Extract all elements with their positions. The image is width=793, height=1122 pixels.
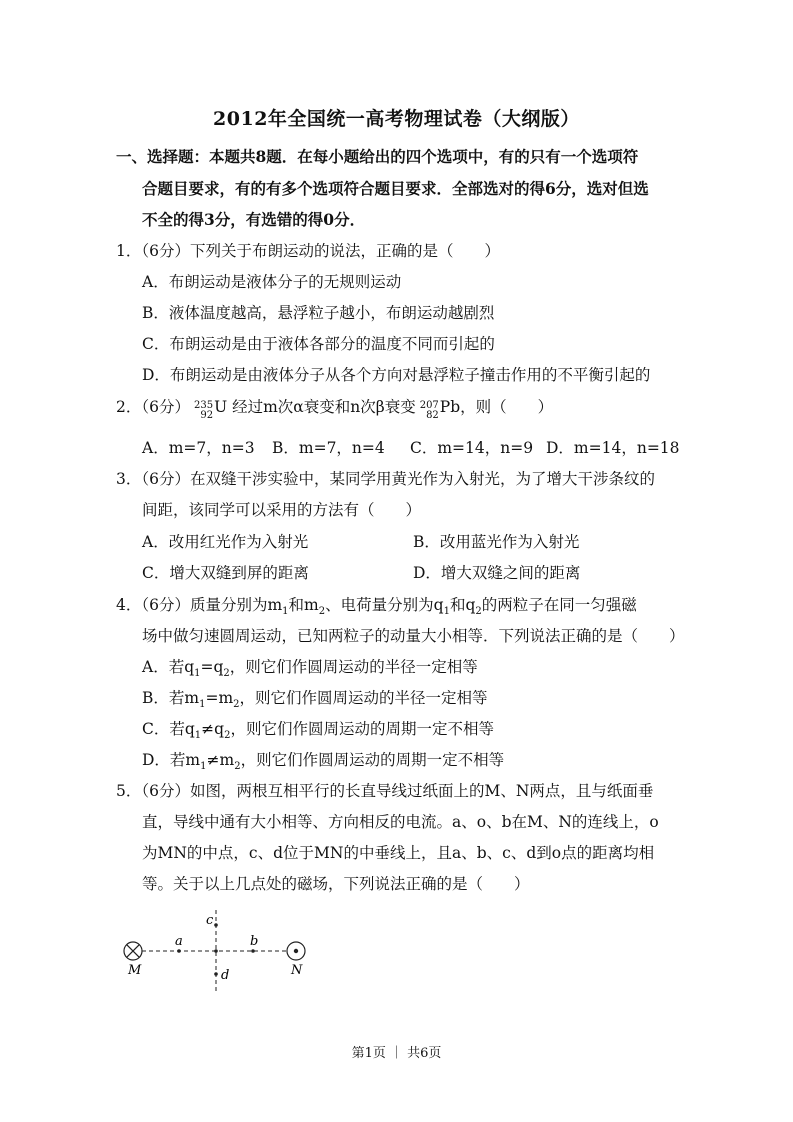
section-instructions-line1: 一、选择题：本题共8题．在每小题给出的四个选项中，有的只有一个选项符 bbox=[116, 147, 639, 166]
q4-a-text: A．若q bbox=[142, 658, 195, 676]
q2-option-c: C．m=14，n=9 bbox=[410, 439, 534, 457]
point-a-dot bbox=[177, 949, 181, 953]
q4-subscript: 1 bbox=[194, 730, 202, 742]
q1-option-b: B．液体温度越高，悬浮粒子越小，布朗运动越剧烈 bbox=[142, 304, 495, 322]
q4-text-part: 4．（6分）质量分别为m bbox=[116, 596, 283, 614]
q1-stem: 1．（6分）下列关于布朗运动的说法，正确的是（ ） bbox=[116, 242, 500, 260]
q4-b-text: ，则它们作圆周运动的半径一定相等 bbox=[239, 689, 488, 707]
wire-into-page-icon bbox=[124, 942, 142, 960]
q1-option-a: A．布朗运动是液体分子的无规则运动 bbox=[142, 273, 402, 291]
label-c: c bbox=[206, 913, 214, 928]
q4-c-text: ≠q bbox=[201, 720, 225, 738]
u-symbol: U bbox=[214, 398, 228, 416]
page-footer: 第1页 ｜ 共6页 bbox=[351, 1046, 442, 1061]
page-title: 2012年全国统一高考物理试卷（大纲版） bbox=[213, 108, 580, 130]
label-b: b bbox=[250, 934, 259, 949]
q4-a-text: ，则它们作圆周运动的半径一定相等 bbox=[229, 658, 478, 676]
q4-b-text: B．若m bbox=[142, 689, 200, 707]
q4-d-text: ，则它们作圆周运动的周期一定不相等 bbox=[240, 751, 505, 769]
pb-mass-number: 207 bbox=[419, 400, 439, 411]
point-b-dot bbox=[251, 949, 255, 953]
q4-c-text: ，则它们作圆周运动的周期一定不相等 bbox=[230, 720, 494, 738]
q3-option-d: D．增大双缝之间的距离 bbox=[413, 564, 581, 582]
q4-stem-line2: 场中做匀速圆周运动，已知两粒子的动量大小相等．下列说法正确的是（ ） bbox=[142, 627, 685, 645]
label-m: M bbox=[128, 963, 142, 978]
q4-option-a bbox=[142, 655, 478, 679]
q4-option-d bbox=[142, 748, 504, 772]
u-atomic-number: 92 bbox=[200, 410, 214, 421]
q2-option-b: B．m=7，n=4 bbox=[272, 439, 385, 457]
q4-option-b bbox=[142, 686, 488, 710]
q5-stem-line4: 等。关于以上几点处的磁场，下列说法正确的是（ ） bbox=[142, 875, 530, 893]
point-c-dot bbox=[214, 923, 218, 927]
q3-stem-line2: 间距，该同学可以采用的方法有（ ） bbox=[142, 501, 422, 519]
point-o-dot bbox=[214, 949, 218, 953]
q2-stem bbox=[116, 395, 553, 421]
q4-subscript: 2 bbox=[223, 668, 230, 680]
q2-suffix: ，则（ ） bbox=[460, 398, 554, 416]
q4-text-part: 、电荷量分别为q bbox=[325, 596, 444, 614]
q4-subscript: 1 bbox=[282, 606, 289, 618]
q4-text-part: 和q bbox=[449, 596, 476, 614]
q4-b-text: =m bbox=[205, 689, 234, 707]
wires-figure bbox=[118, 906, 318, 998]
q2-option-a: A．m=7，n=3 bbox=[142, 439, 255, 457]
q2-middle: 经过m次α衰变和n次β衰变 bbox=[232, 398, 416, 416]
q3-option-c: C．增大双缝到屏的距离 bbox=[142, 564, 309, 582]
q4-a-text: =q bbox=[200, 658, 224, 676]
q4-subscript: 2 bbox=[475, 606, 482, 618]
q3-option-b: B．改用蓝光作为入射光 bbox=[413, 533, 580, 551]
q2-option-d: D．m=14，n=18 bbox=[546, 439, 680, 457]
section-instructions-line3: 不全的得3分，有选错的得0分． bbox=[142, 210, 366, 229]
q4-c-text: C．若q bbox=[142, 720, 195, 738]
q4-subscript: 2 bbox=[318, 606, 326, 618]
point-d-dot bbox=[214, 972, 218, 976]
label-d: d bbox=[221, 968, 230, 983]
wire-out-of-page-icon bbox=[287, 942, 305, 960]
q4-d-text: D．若m bbox=[142, 751, 201, 769]
q4-subscript: 2 bbox=[234, 761, 241, 773]
q2-prefix: 2．（6分） bbox=[116, 398, 190, 416]
u-nuclide-indices bbox=[194, 401, 213, 421]
q1-option-c: C．布朗运动是由于液体各部分的温度不同而引起的 bbox=[142, 335, 495, 353]
q4-subscript: 1 bbox=[199, 699, 206, 711]
q1-option-d: D．布朗运动是由液体分子从各个方向对悬浮粒子撞击作用的不平衡引起的 bbox=[142, 366, 651, 384]
pb-atomic-number: 82 bbox=[426, 410, 439, 421]
q4-text-part: 的两粒子在同一匀强磁 bbox=[481, 596, 637, 614]
section-instructions-line2: 合题目要求，有的有多个选项符合题目要求．全部选对的得6分，选对但选 bbox=[142, 179, 649, 198]
q4-option-c bbox=[142, 717, 494, 741]
q4-subscript: 2 bbox=[224, 730, 231, 742]
q5-stem-line2: 直，导线中通有大小相等、方向相反的电流。a、o、b在M、N的连线上，o bbox=[142, 813, 659, 831]
q5-stem-line3: 为MN的中点，c、d位于MN的中垂线上，且a、b、c、d到o点的距离均相 bbox=[142, 844, 655, 862]
q4-subscript: 2 bbox=[233, 699, 240, 711]
q4-d-text: ≠m bbox=[206, 751, 235, 769]
q4-subscript: 1 bbox=[194, 668, 201, 680]
pb-symbol: Pb bbox=[439, 398, 461, 416]
q4-subscript: 1 bbox=[443, 606, 450, 618]
q3-option-a: A．改用红光作为入射光 bbox=[142, 533, 309, 551]
label-a: a bbox=[175, 934, 183, 949]
label-n: N bbox=[291, 963, 303, 978]
q3-stem-line1: 3．（6分）在双缝干涉实验中，某同学用黄光作为入射光，为了增大干涉条纹的 bbox=[116, 470, 655, 488]
pb-nuclide-indices bbox=[420, 401, 439, 421]
q5-stem-line1: 5．（6分）如图，两根互相平行的长直导线过纸面上的M、N两点，且与纸面垂 bbox=[116, 782, 654, 800]
q4-stem-line1 bbox=[116, 593, 637, 617]
q4-text-part: 和m bbox=[288, 596, 319, 614]
u-mass-number: 235 bbox=[193, 400, 214, 411]
q4-subscript: 1 bbox=[200, 761, 207, 773]
